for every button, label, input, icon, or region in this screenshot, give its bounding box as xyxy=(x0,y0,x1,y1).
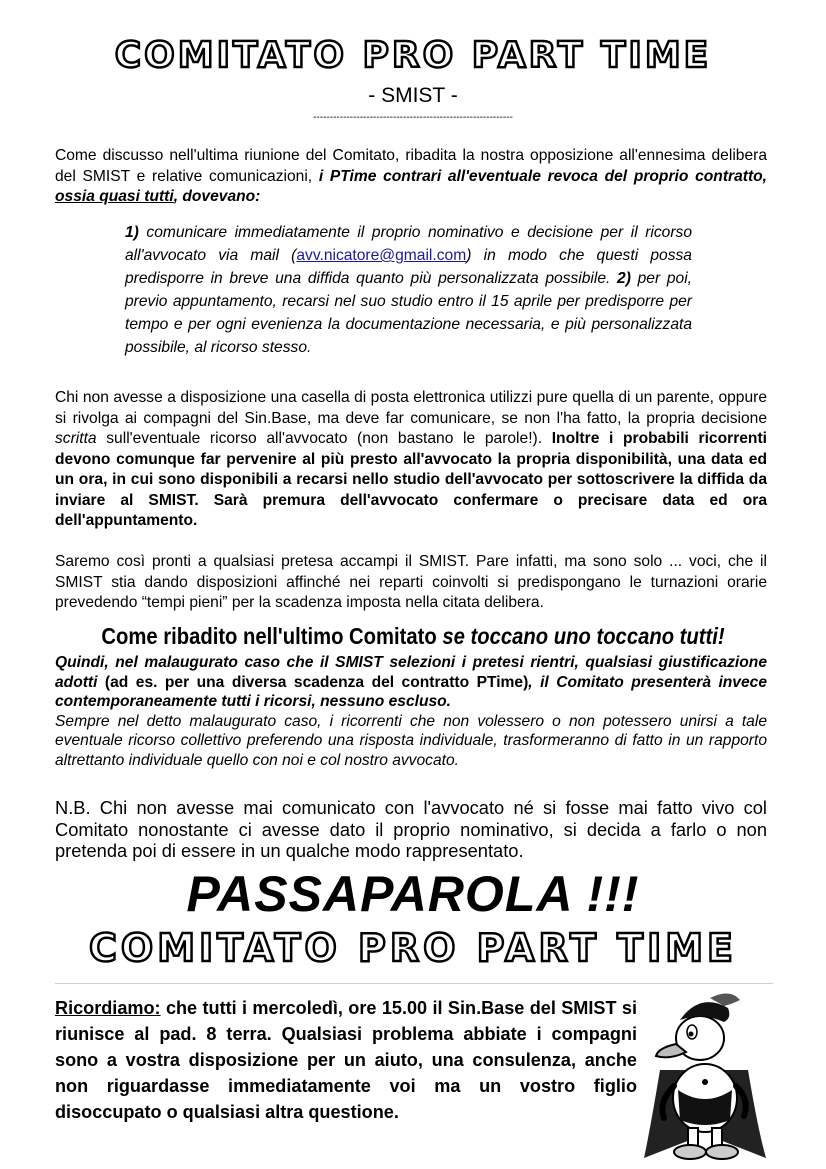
page-title: COMITATO PRO PART TIME xyxy=(114,35,712,76)
slogan-text: Come ribadito nell'ultimo Comitato xyxy=(101,623,443,649)
appeal-end: , il Comitato presenterà invece contemporaneamente tutti i ricorsi, nessuno escluso. xyxy=(55,673,767,711)
intro-text: Come discusso nell'ultima riunione del Comitato, ribadita la nostra opposizione all'ennesima delibera del SMIST e relative comunicazioni, xyxy=(55,147,767,185)
intro-emphasis: i PTime contrari all'eventuale revoca del proprio contratto, xyxy=(312,167,767,185)
rumor-paragraph: Saremo così pronti a qualsiasi pretesa accampi il SMIST. Pare infatti, ma sono solo ... voci, che il SMIST stia dando disposizioni affinché nei reparti coinvolti si predispongano le turnazioni orarie prevedendo “tempi pieni” per la scadenza imposta nella citata delibera. xyxy=(55,553,767,611)
step-2-text: per poi, previo appuntamento, recarsi nel suo studio entro il 15 aprile per predisporre per tempo e per ogni evenienza la documentazione necessaria, e più personalizzata possibile, al ricorso stesso. xyxy=(125,270,692,357)
cartoon-duck-mascot-image xyxy=(640,990,770,1165)
footer-title: COMITATO PRO PART TIME xyxy=(89,926,737,970)
instructions-block xyxy=(125,221,692,360)
step-2-number: 2) xyxy=(610,270,631,288)
passaparola-heading: PASSAPAROLA !!! xyxy=(186,866,640,922)
slogan-emphasis: se toccano uno toccano tutti! xyxy=(442,623,725,649)
intro-paragraph xyxy=(55,146,767,208)
individual-response-note: Sempre nel detto malaugurato caso, i ricorrenti che non volessero o non potessero unirsi a tale eventuale ricorso collettivo preferendo una risposta individuale, trasformeranno di fatto in un rapporto altrettanto individuale quello con noi e col nostro avvocato. xyxy=(55,712,767,769)
appeal-example: (ad es. per una diversa scadenza del contratto PTime) xyxy=(97,673,529,691)
appeal-lead: Quindi, nel malaugurato caso che il SMIST selezioni i pretesi rientri, qualsiasi giustificazione adotti xyxy=(55,654,767,691)
availability-notice: Inoltre i probabili ricorrenti devono comunque far pervenire al più presto all'avvocato la propria disponibilità, una data ed un ora, in cui sono disponibili a recarsi nello studio dell'avvocato per sottoscrivere la diffida da inviare al SMIST. Sarà premura dell'avvocato confermare o precisare data ed ora dell'appuntamento. xyxy=(55,430,767,529)
email-paragraph xyxy=(55,388,767,532)
reminder-text: che tutti i mercoledì, ore 15.00 il Sin.Base del SMIST si riunisce al pad. 8 terra. Qualsiasi problema abbiate i compagni sono a vostra disposizione per un aiuto, una consulenza, anche non riguardasse immediatamente voi ma un vostro figlio disoccupato o qualsiasi altra questione. xyxy=(55,998,637,1122)
meeting-reminder xyxy=(55,995,637,1125)
step-1-text-end: ) in modo che questi possa predisporre in breve una diffida quanto più personalizzata possibile. xyxy=(125,247,692,288)
nb-paragraph: N.B. Chi non avesse mai comunicato con l'avvocato né si fosse mai fatto vivo col Comitato nonostante ci avesse dato il proprio nominativo, si decida a farlo o non pretenda poi di essere in un qualche modo rappresentato. xyxy=(55,797,767,861)
slogan xyxy=(50,622,777,650)
page-subtitle: - SMIST - xyxy=(368,84,458,107)
written-word: scritta xyxy=(55,430,97,447)
email-link[interactable]: avv.nicatore@gmail.com xyxy=(296,247,467,265)
email-paragraph-text-2: sull'eventuale ricorso all'avvocato (non bastano le parole!). xyxy=(96,430,552,447)
email-paragraph-text: Chi non avesse a disposizione una casella di posta elettronica utilizzi pure quella di un parente, oppure si rivolga ai compagni del Sin.Base, ma deve far comunicare, se non l'ha fatto, la propria decisione xyxy=(55,389,767,427)
collective-appeal-paragraph xyxy=(55,653,767,771)
step-1-text: comunicare immediatamente il proprio nominativo e decisione per il ricorso all'avvocato via mail ( xyxy=(125,224,692,265)
intro-end: , dovevano: xyxy=(173,188,261,205)
reminder-label: Ricordiamo: xyxy=(55,998,161,1018)
step-1-number: 1) xyxy=(125,224,139,241)
header-divider: ------------------------------------------------------------ xyxy=(313,112,513,123)
footer-divider xyxy=(55,983,773,984)
intro-underlined: ossia quasi tutti xyxy=(55,188,174,205)
